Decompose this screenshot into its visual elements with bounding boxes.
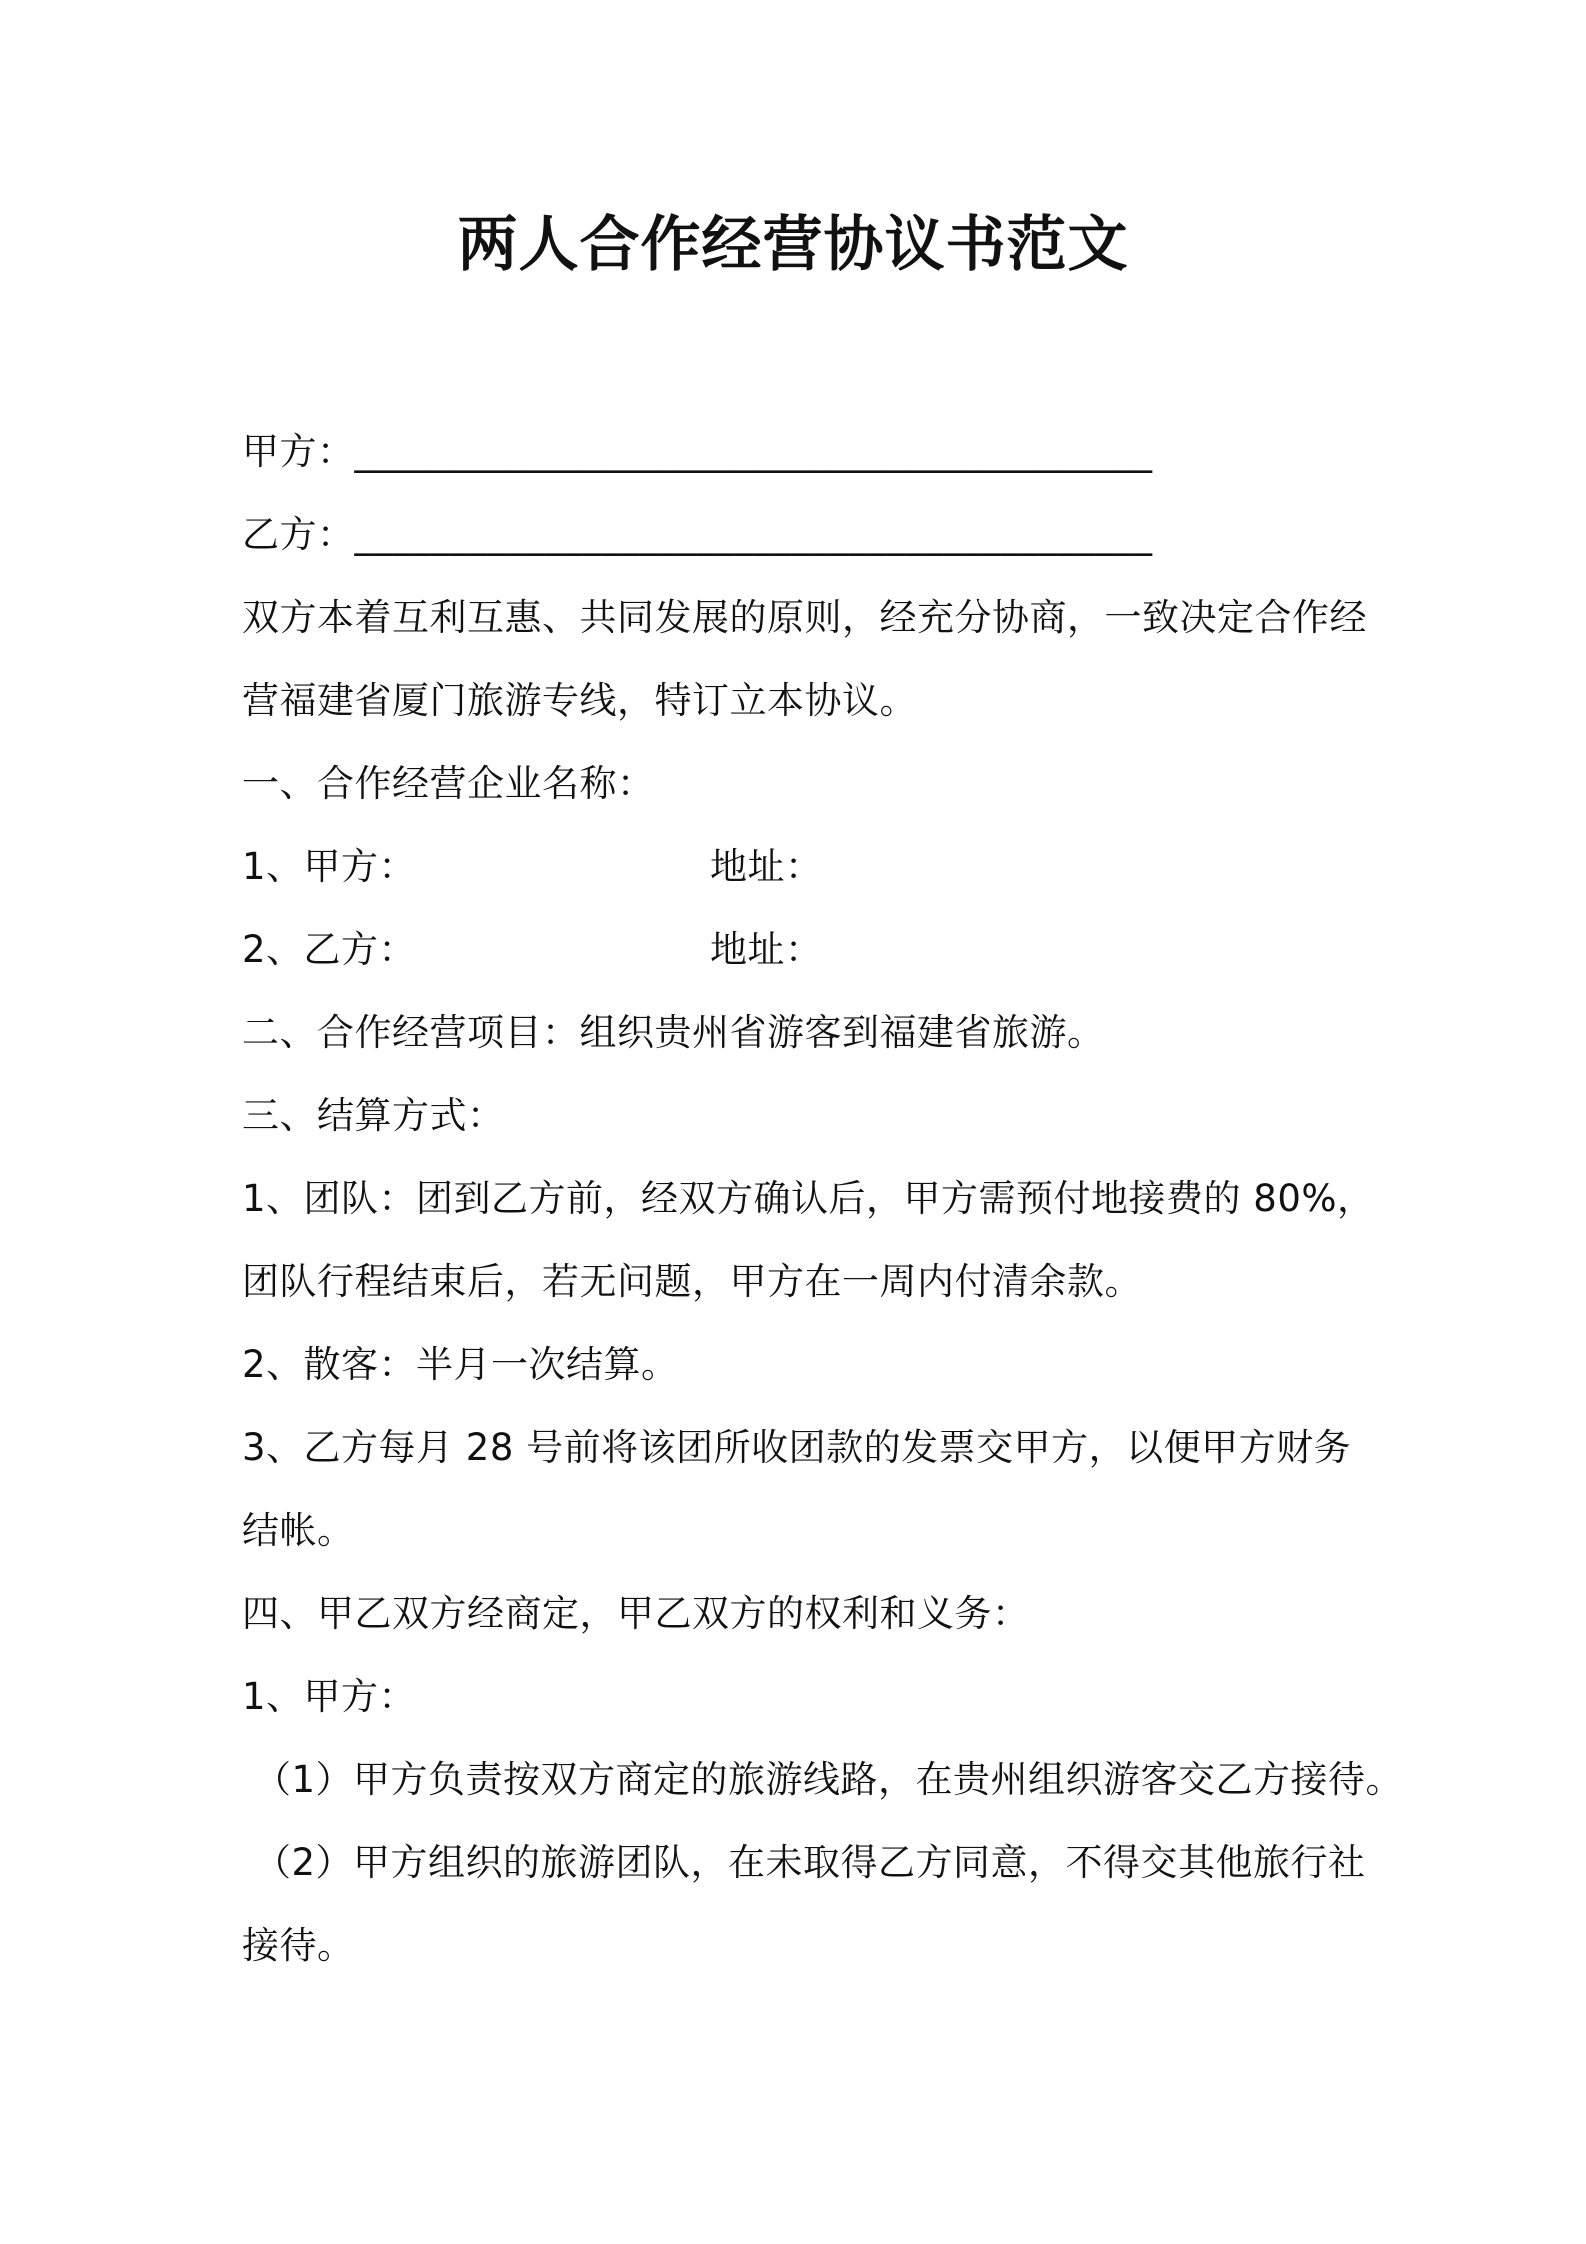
party-b-name-label: 2、乙方：: [242, 928, 417, 971]
section-2: 二、合作经营项目：组织贵州省游客到福建省旅游。: [242, 1011, 1105, 1054]
party-a-name-label: 1、甲方：: [242, 845, 417, 888]
party-b-line: 乙方：__________________________________________: [242, 513, 1153, 556]
section-3-item-1-line-2: 团队行程结束后，若无问题，甲方在一周内付清余款。: [242, 1260, 1142, 1303]
intro-paragraph-line-1: 双方本着互利互惠、共同发展的原则，经充分协商，一致决定合作经: [242, 596, 1367, 639]
party-a-line: 甲方：__________________________________________: [242, 430, 1153, 473]
intro-paragraph-line-2: 营福建省厦门旅游专线，特订立本协议。: [242, 679, 917, 722]
section-3-heading: 三、结算方式：: [242, 1094, 505, 1137]
section-4-item-1-clause-2-line-2: 接待。: [242, 1924, 355, 1967]
section-3-item-3-line-1: 3、乙方每月 28 号前将该团所收团款的发票交甲方，以便甲方财务: [242, 1426, 1352, 1469]
party-b-address-label: 地址：: [710, 928, 823, 971]
document-body: [242, 410, 1404, 1987]
section-4-item-1-clause-1: （1）甲方负责按双方商定的旅游线路，在贵州组织游客交乙方接待。: [254, 1758, 1404, 1801]
section-3-item-3-line-2: 结帐。: [242, 1509, 355, 1552]
section-3-item-1-line-1: 1、团队：团到乙方前，经双方确认后，甲方需预付地接费的 80%，: [242, 1177, 1375, 1220]
section-4-heading: 四、甲乙双方经商定，甲乙双方的权利和义务：: [242, 1592, 1030, 1635]
party-a-address-label: 地址：: [710, 845, 823, 888]
section-1-heading: 一、合作经营企业名称：: [242, 762, 655, 805]
section-3-item-2: 2、散客：半月一次结算。: [242, 1343, 679, 1386]
section-4-item-1: 1、甲方：: [242, 1675, 417, 1718]
document-title: 两人合作经营协议书范文: [457, 210, 1129, 280]
section-1-item-1: [242, 825, 1392, 908]
section-1-item-2: [242, 908, 1392, 991]
section-4-item-1-clause-2-line-1: （2）甲方组织的旅游团队，在未取得乙方同意，不得交其他旅行社: [254, 1841, 1366, 1884]
